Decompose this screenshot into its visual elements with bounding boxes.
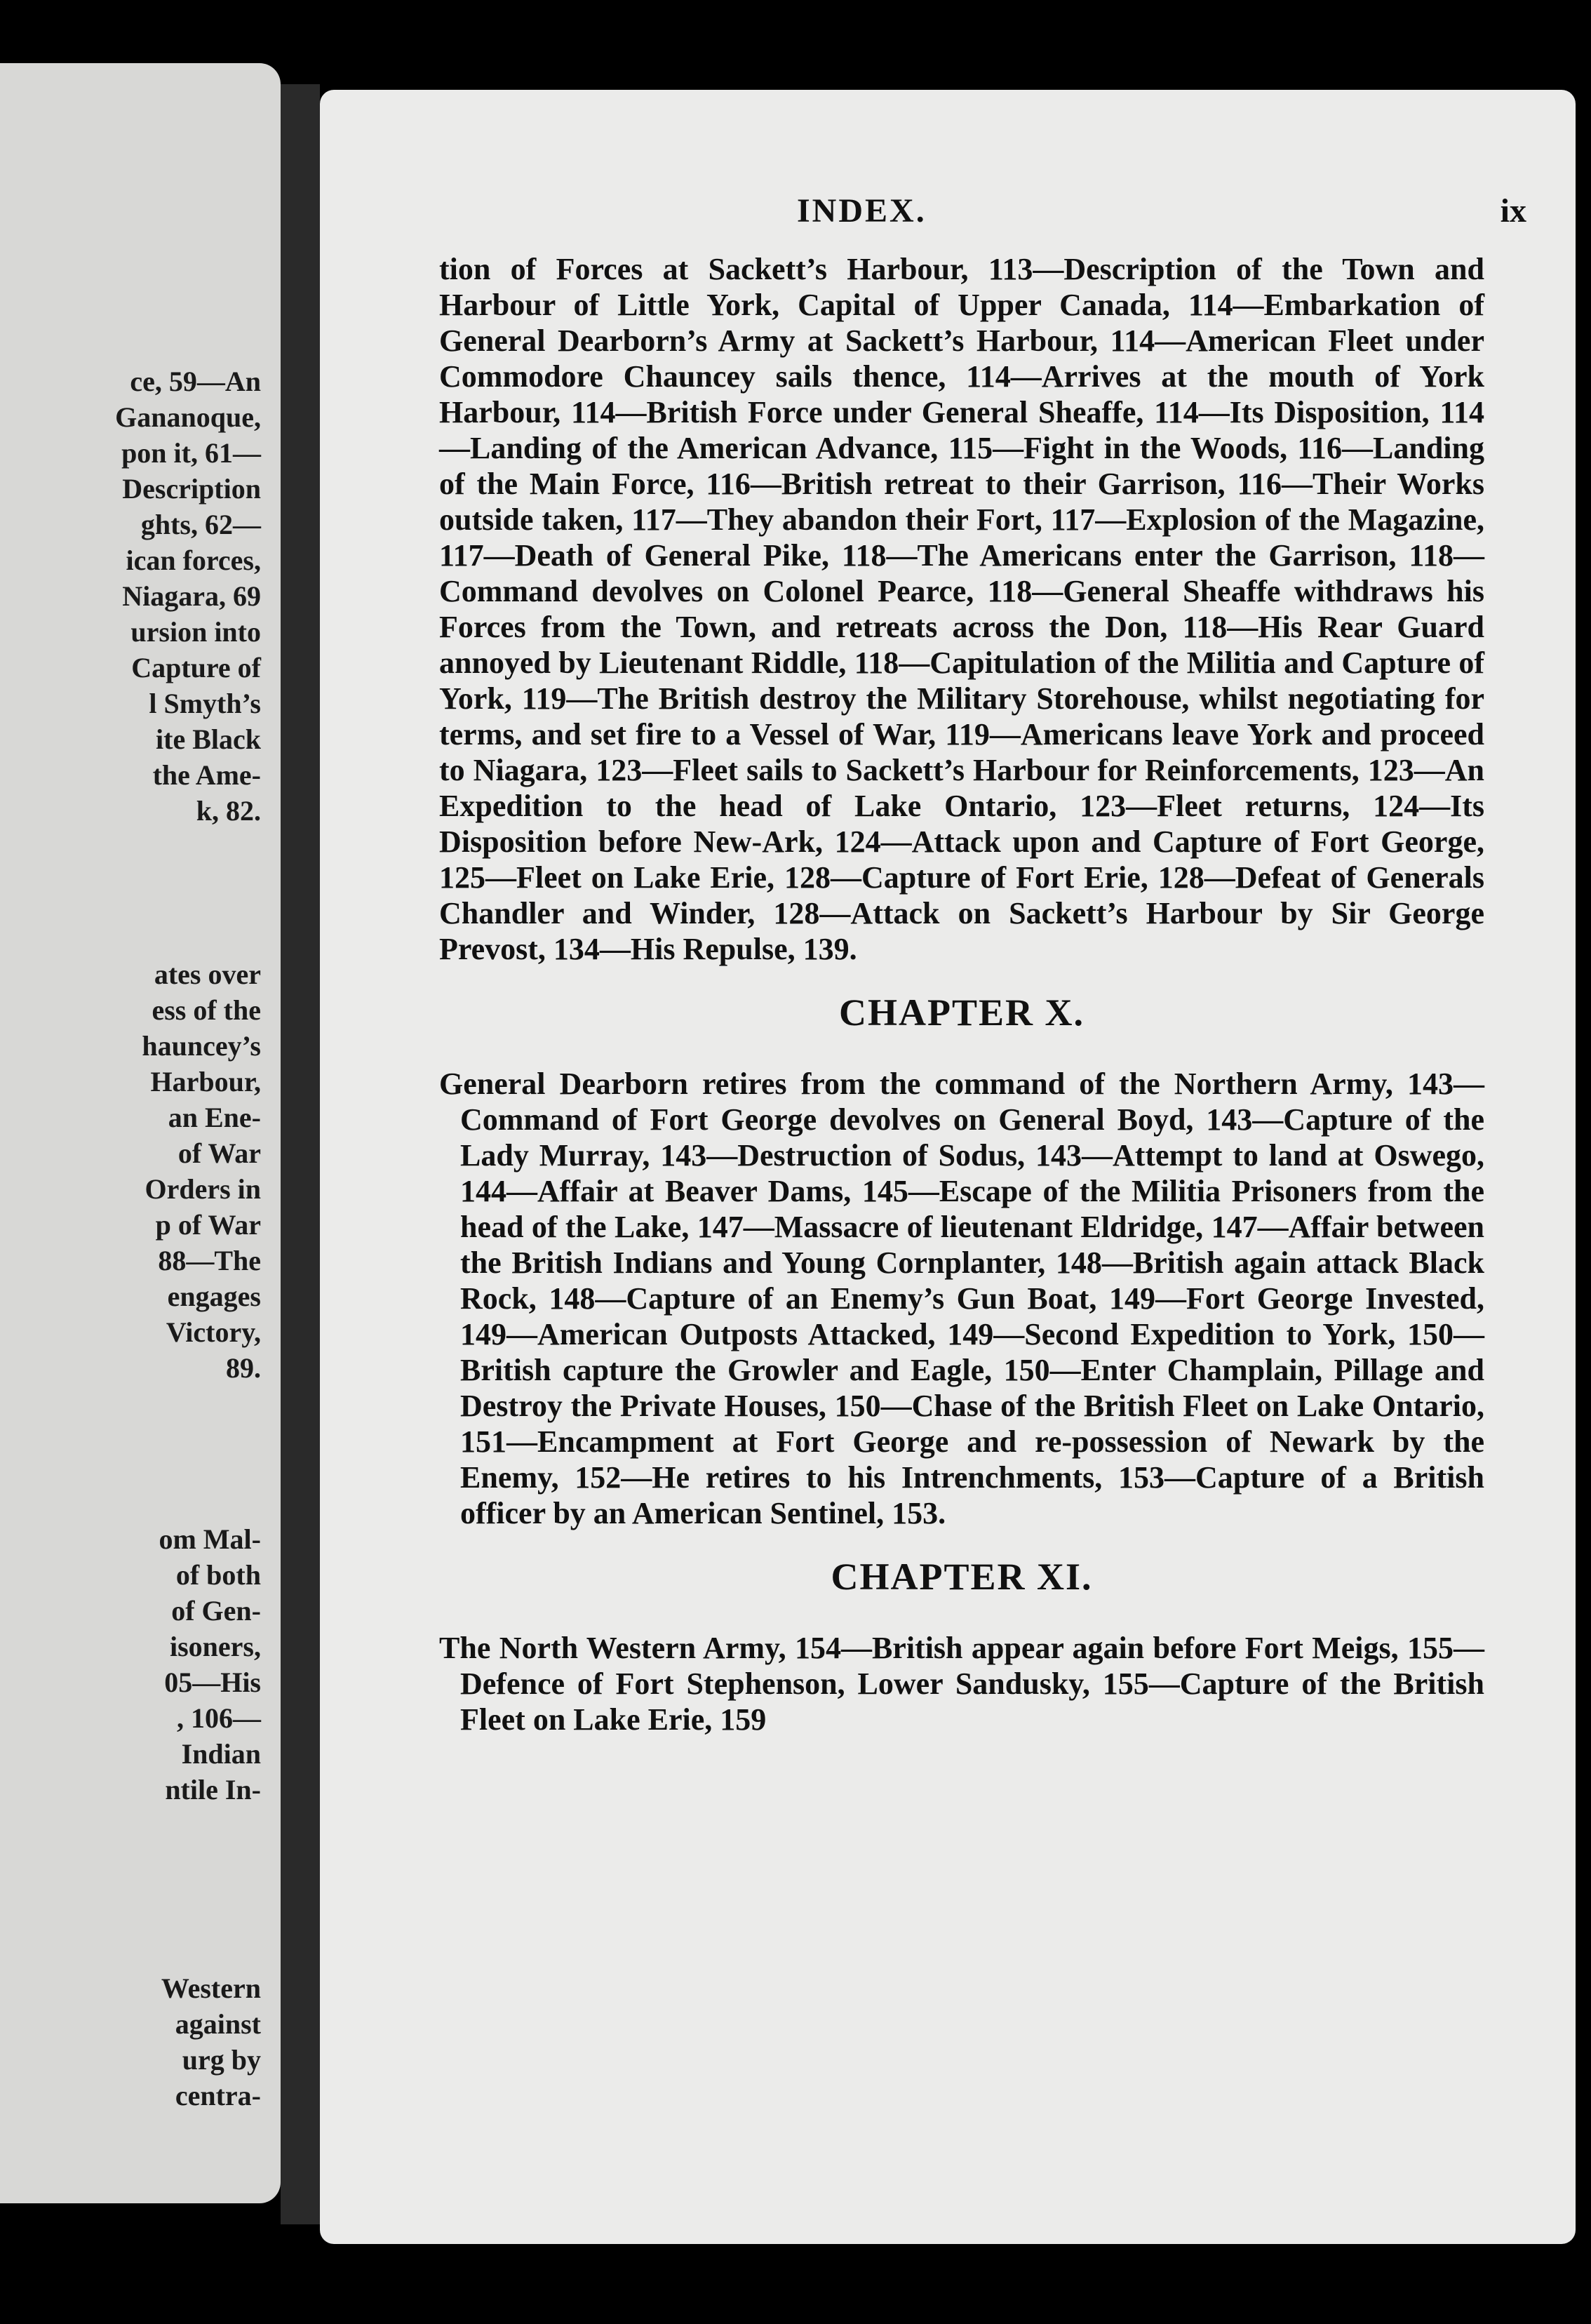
chapter-xi-entries: The North Western Army, 154—British appear again before Fort Meigs, 155—Defence of Fort Stephenson, Lower Sandusky, 155—Capture of the British Fleet on Lake Erie, 159 [439, 1631, 1484, 1737]
page-number: ix [1500, 192, 1526, 229]
left-page-fragment: ursion into [130, 616, 261, 648]
left-page-fragment: isoners, [170, 1631, 261, 1662]
left-page-fragment: 89. [226, 1352, 261, 1384]
chapter-x-heading: CHAPTER X. [838, 991, 1085, 1034]
left-page-fragment: centra- [175, 2080, 261, 2111]
left-page-fragment: 88—The [158, 1245, 261, 1276]
left-page-fragment: pon it, 61— [121, 437, 261, 469]
chapter-xi-heading: CHAPTER XI. [831, 1556, 1093, 1598]
running-head: INDEX. [797, 192, 927, 229]
left-page-fragment: k, 82. [196, 795, 261, 827]
left-page-fragment: ntile In- [165, 1774, 261, 1805]
left-page-fragment: urg by [182, 2044, 261, 2076]
left-page-fragment: , 106— [177, 1702, 261, 1734]
left-page-fragment: ican forces, [126, 545, 261, 576]
left-page-fragment: Harbour, [150, 1066, 261, 1097]
left-page-fragment: of both [175, 1559, 261, 1591]
left-page-fragment: Gananoque, [115, 401, 261, 433]
left-page-fragment: engages [167, 1281, 261, 1312]
left-page-fragment: 05—His [164, 1667, 261, 1698]
left-page-fragment: ce, 59—An [130, 366, 261, 397]
chapter-x-entries: General Dearborn retires from the command of the Northern Army, 143—Command of Fort George devolves on General Boyd, 143—Capture of the Lady Murray, 143—Destruction of Sodus, 143—Attempt to land at Oswego, 144—Affair at Beaver Dams, 145—Escape of the Militia Prisoners from the head of the Lake, 147—Massacre of lieutenant Eldridge, 147—Affair between the British Indians and Young Cornplanter, 148—British again attack Black Rock, 148—Capture of an Enemy’s Gun Boat, 149—Fort George Invested, 149—American Outposts Attacked, 149—Second Expedition to York, 150—British capture the Growler and Eagle, 150—Enter Champlain, Pillage and Destroy the Private Houses, 150—Chase of the British Fleet on Lake Ontario, 151—Encampment at Fort George and re-possession of Newark by the Enemy, 152—He retires to his Intrenchments, 153—Capture of a British officer by an American Sentinel, 153. [439, 1067, 1484, 1530]
left-page-fragment: Description [122, 473, 261, 505]
left-page-fragment: Orders in [145, 1173, 261, 1205]
left-facing-page [0, 63, 281, 2203]
book-gutter [281, 84, 320, 2224]
left-page-fragment: the Ame- [152, 759, 261, 791]
left-page-fragment: hauncey’s [142, 1030, 261, 1062]
left-page-fragment: Niagara, 69 [122, 580, 261, 612]
left-page-fragment: of War [177, 1137, 261, 1169]
continued-index-entry: tion of Forces at Sackett’s Harbour, 113—Description of the Town and Harbour of Little York, Capital of Upper Canada, 114—Embarkation of General Dearborn’s Army at Sackett’s Harbour, 114—American Fleet under Commodore Chauncey sails thence, 114—Arrives at the mouth of York Harbour, 114—British Force under General Sheaffe, 114—Its Disposition, 114—Landing of the American Advance, 115—Fight in the Woods, 116—Landing of the Main Force, 116—British retreat to their Garrison, 116—Their Works outside taken, 117—They abandon their Fort, 117—Explosion of the Magazine, 117—Death of General Pike, 118—The Americans enter the Garrison, 118—Command devolves on Colonel Pearce, 118—General Sheaffe withdraws his Forces from the Town, and retreats across the Don, 118—His Rear Guard annoyed by Lieutenant Riddle, 118—Capitulation of the Militia and Capture of York, 119—The British destroy the Military Storehouse, whilst negotiating for terms, and set fire to a Vessel of War, 119—Americans leave York and proceed to Niagara, 123—Fleet sails to Sackett’s Harbour for Reinforcements, 123—An Expedition to the head of Lake Ontario, 123—Fleet returns, 124—Its Disposition before New-Ark, 124—Attack upon and Capture of Fort George, 125—Fleet on Lake Erie, 128—Capture of Fort Erie, 128—Defeat of Generals Chandler and Winder, 128—Attack on Sackett’s Harbour by Sir George Prevost, 134—His Repulse, 139. [439, 252, 1484, 966]
left-page-fragment: against [175, 2008, 261, 2040]
index-body [439, 251, 1484, 1737]
left-page-fragment: Western [161, 1972, 261, 2004]
left-page-fragment: l Smyth’s [149, 688, 261, 719]
index-page [320, 90, 1576, 2244]
left-page-fragment: p of War [155, 1209, 261, 1241]
left-page-fragment: ghts, 62— [140, 509, 261, 540]
left-page-fragment: ite Black [156, 723, 261, 755]
left-page-fragment: Victory, [166, 1316, 261, 1348]
left-page-fragment: an Ene- [168, 1102, 261, 1133]
left-page-fragment: ess of the [152, 994, 261, 1026]
left-page-fragment: om Mal- [159, 1523, 261, 1555]
left-page-fragment: Indian [181, 1738, 261, 1770]
left-page-fragment: of Gen- [171, 1595, 261, 1627]
left-page-fragment: Capture of [131, 652, 261, 683]
left-page-fragment: ates over [154, 959, 261, 990]
